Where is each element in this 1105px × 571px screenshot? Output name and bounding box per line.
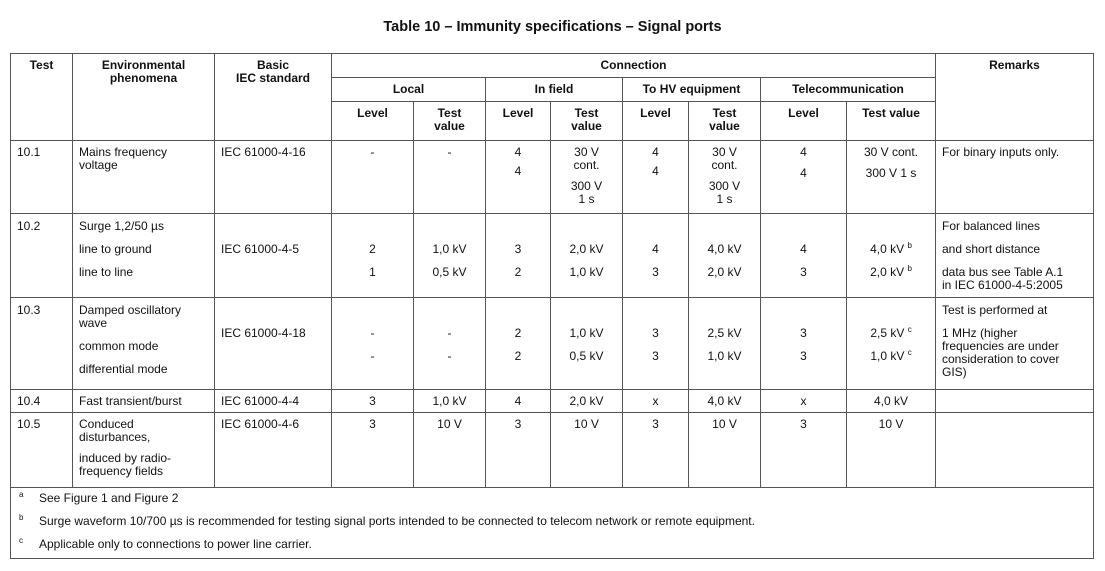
local-value: 1,0 kV 0,5 kV	[414, 214, 486, 298]
local-value: 10 V	[414, 413, 486, 488]
header-level: Level	[332, 102, 414, 141]
hv-value: 30 V cont. 300 V 1 s	[689, 141, 761, 214]
table-row-10-4	[11, 390, 1094, 413]
local-level: 3	[332, 390, 414, 413]
header-connection: Connection	[332, 54, 936, 78]
table-row-10-1	[11, 141, 1094, 214]
telecom-level: 3 3	[761, 298, 847, 390]
iec-standard: IEC 61000-4-6	[215, 413, 332, 488]
footnote-c: c Applicable only to connections to power line carrier.	[19, 536, 312, 551]
field-level: 3	[486, 413, 551, 488]
footnotes-row	[11, 488, 1094, 559]
hv-level: 3	[623, 413, 689, 488]
header-remarks: Remarks	[936, 54, 1094, 141]
local-value: 1,0 kV	[414, 390, 486, 413]
local-level: 2 1	[332, 214, 414, 298]
footnote-ref: b	[907, 241, 912, 250]
local-value: -	[414, 141, 486, 214]
hv-value: 4,0 kV	[689, 390, 761, 413]
hv-level: 4 4	[623, 141, 689, 214]
phenomenon: Mains frequency voltage	[73, 141, 215, 214]
iec-standard: IEC 61000-4-16	[215, 141, 332, 214]
iec-standard: IEC 61000-4-5	[215, 214, 332, 298]
header-test-value: Test value	[551, 102, 623, 141]
field-level: 2 2	[486, 298, 551, 390]
phenomenon: Surge 1,2/50 µs line to ground line to line	[73, 214, 215, 298]
header-group-telecom: Telecommunication	[761, 78, 936, 102]
header-test-value: Test value	[689, 102, 761, 141]
field-value: 30 V cont. 300 V 1 s	[551, 141, 623, 214]
field-level: 4 4	[486, 141, 551, 214]
footnote-a: a See Figure 1 and Figure 2	[19, 490, 179, 505]
iec-standard: IEC 61000-4-18	[215, 298, 332, 390]
remarks: Test is performed at 1 MHz (higher frequencies are under consideration to cover GIS)	[936, 298, 1094, 390]
field-value: 2,0 kV	[551, 390, 623, 413]
field-level: 3 2	[486, 214, 551, 298]
telecom-value: 2,5 kV $^c$ 1,0 kV $^c$	[847, 298, 936, 390]
field-value: 1,0 kV 0,5 kV	[551, 298, 623, 390]
hv-value: 10 V	[689, 413, 761, 488]
hv-value: 2,5 kV 1,0 kV	[689, 298, 761, 390]
iec-standard: IEC 61000-4-4	[215, 390, 332, 413]
remarks: For binary inputs only.	[936, 141, 1094, 214]
remarks: For balanced lines and short distance data bus see Table A.1 in IEC 61000-4-5:2005	[936, 214, 1094, 298]
telecom-value: 4,0 kV	[847, 390, 936, 413]
test-number: 10.5	[11, 413, 73, 488]
telecom-level: x	[761, 390, 847, 413]
telecom-value: 30 V cont. 300 V 1 s	[847, 141, 936, 214]
header-group-in-field: In field	[486, 78, 623, 102]
table-title: Table 10 – Immunity specifications – Signal ports	[383, 19, 722, 35]
header-group-local: Local	[332, 78, 486, 102]
header-level: Level	[486, 102, 551, 141]
local-level: 3	[332, 413, 414, 488]
field-value: 2,0 kV 1,0 kV	[551, 214, 623, 298]
local-level: -	[332, 141, 414, 214]
local-level: - -	[332, 298, 414, 390]
telecom-value: 4,0 kV $^b$ 2,0 kV $^b$	[847, 214, 936, 298]
footnotes	[11, 488, 1094, 559]
immunity-table	[10, 53, 1094, 559]
header-level: Level	[623, 102, 689, 141]
hv-level: x	[623, 390, 689, 413]
hv-level: 4 3	[623, 214, 689, 298]
hv-value: 4,0 kV 2,0 kV	[689, 214, 761, 298]
test-number: 10.3	[11, 298, 73, 390]
header-group-hv: To HV equipment	[623, 78, 761, 102]
header-standard: Basic IEC standard	[215, 54, 332, 141]
phenomenon: Fast transient/burst	[73, 390, 215, 413]
header-test-value: Test value	[414, 102, 486, 141]
footnote-ref: c	[907, 325, 912, 334]
telecom-level: 4 3	[761, 214, 847, 298]
test-number: 10.4	[11, 390, 73, 413]
table-row-10-2	[11, 214, 1094, 298]
remarks	[936, 390, 1094, 413]
telecom-level: 3	[761, 413, 847, 488]
field-level: 4	[486, 390, 551, 413]
remarks	[936, 413, 1094, 488]
header-test: Test	[11, 54, 73, 141]
header-test-value: Test value	[847, 102, 936, 141]
field-value: 10 V	[551, 413, 623, 488]
test-number: 10.2	[11, 214, 73, 298]
table-row-10-3	[11, 298, 1094, 390]
phenomenon: Damped oscillatory wave common mode differential mode	[73, 298, 215, 390]
local-value: - -	[414, 298, 486, 390]
test-number: 10.1	[11, 141, 73, 214]
table-row-10-5	[11, 413, 1094, 488]
header-level: Level	[761, 102, 847, 141]
telecom-value: 10 V	[847, 413, 936, 488]
telecom-level: 4 4	[761, 141, 847, 214]
header-phenomena: Environmental phenomena	[73, 54, 215, 141]
footnote-ref: b	[907, 264, 912, 273]
phenomenon: Conduced disturbances, induced by radio- frequency fields	[73, 413, 215, 488]
footnote-b: b Surge waveform 10/700 µs is recommended for testing signal ports intended to be connected to telecom network or remote equipment.	[19, 513, 755, 528]
hv-level: 3 3	[623, 298, 689, 390]
footnote-ref: c	[907, 348, 912, 357]
